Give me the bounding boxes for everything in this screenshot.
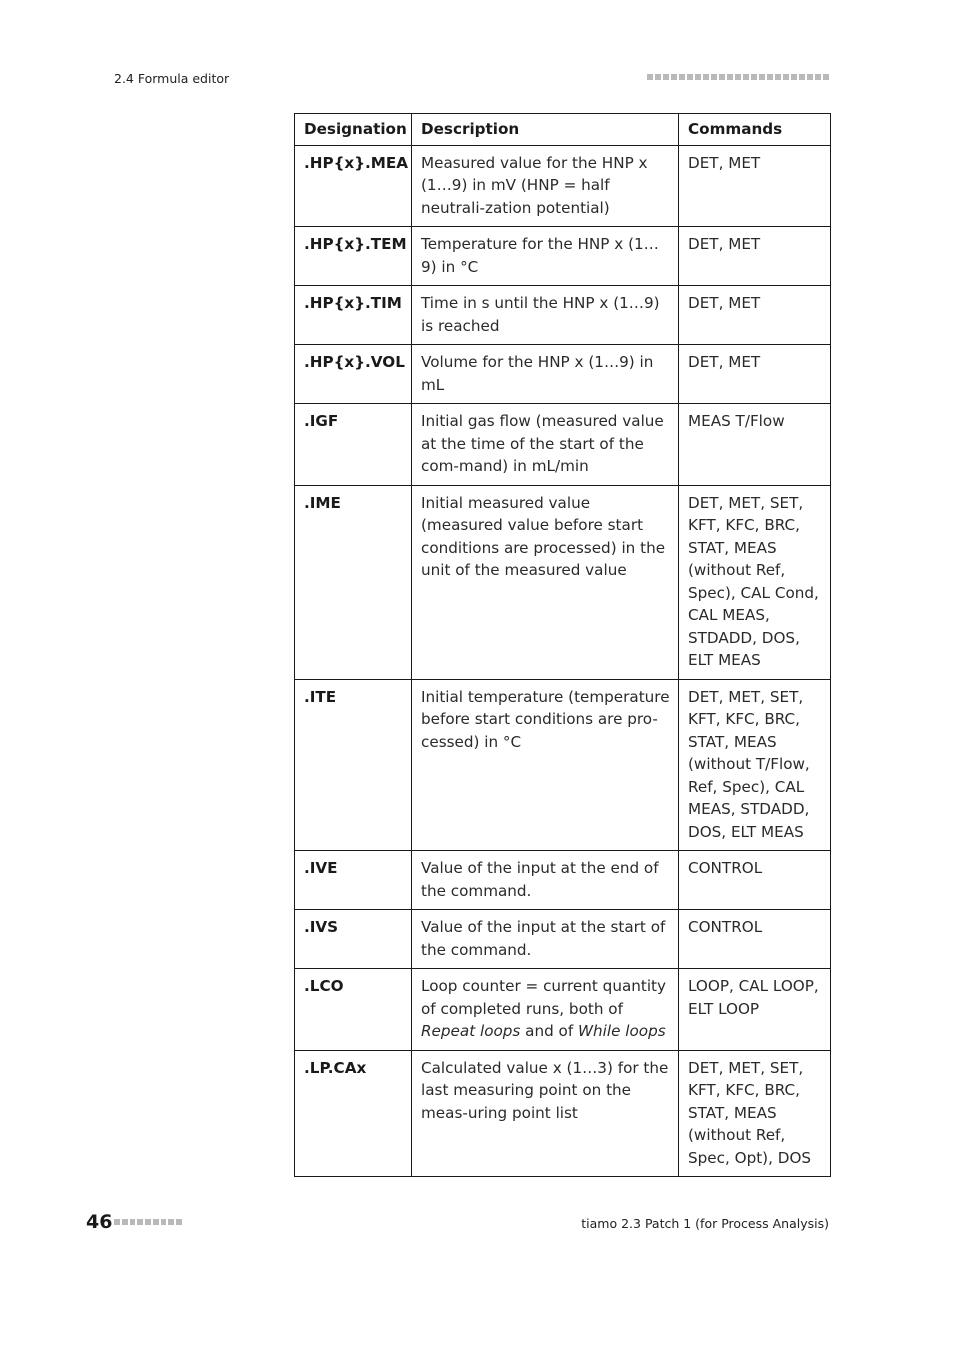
designation-cell: .IME [295, 485, 412, 679]
page-number: 46 [86, 1211, 113, 1233]
footer-product-name: tiamo 2.3 Patch 1 (for Process Analysis) [581, 1216, 829, 1231]
commands-cell: DET, MET [679, 345, 831, 404]
designation-cell: .HP{x}.VOL [295, 345, 412, 404]
commands-cell: DET, MET [679, 227, 831, 286]
description-cell: Initial gas flow (measured value at the time of the start of the com-mand) in mL/min [412, 404, 679, 486]
description-cell: Value of the input at the start of the command. [412, 910, 679, 969]
table-row [295, 1050, 831, 1177]
table-row [295, 851, 831, 910]
description-emphasis: Repeat loops [421, 1022, 521, 1040]
description-cell: Time in s until the HNP x (1…9) is reached [412, 286, 679, 345]
commands-cell: MEAS T/Flow [679, 404, 831, 486]
column-header: Designation [295, 114, 412, 146]
footer-decoration-dots [114, 1219, 182, 1227]
table-header-row [295, 114, 831, 146]
description-cell: Initial temperature (temperature before start conditions are pro-cessed) in °C [412, 679, 679, 851]
designation-cell: .HP{x}.MEA [295, 145, 412, 227]
header-decoration-dots [647, 74, 829, 82]
description-text: Loop counter = current quantity of completed runs, both of [421, 977, 666, 1018]
running-header-section: 2.4 Formula editor [114, 71, 230, 86]
table-row [295, 679, 831, 851]
table-row [295, 345, 831, 404]
table-row [295, 910, 831, 969]
description-cell: Value of the input at the end of the command. [412, 851, 679, 910]
description-cell: Volume for the HNP x (1…9) in mL [412, 345, 679, 404]
commands-cell: CONTROL [679, 910, 831, 969]
designation-cell: .IVS [295, 910, 412, 969]
table-row [295, 969, 831, 1051]
commands-cell: DET, MET, SET, KFT, KFC, BRC, STAT, MEAS (without T/Flow, Ref, Spec), CAL MEAS, STDADD, DOS, ELT MEAS [679, 679, 831, 851]
commands-cell: DET, MET [679, 145, 831, 227]
column-header: Description [412, 114, 679, 146]
table-row [295, 227, 831, 286]
designation-cell: .HP{x}.TEM [295, 227, 412, 286]
description-cell: Initial measured value (measured value before start conditions are processed) in the unit of the measured value [412, 485, 679, 679]
description-text: and of [520, 1022, 579, 1040]
table-row [295, 485, 831, 679]
designation-cell: .IGF [295, 404, 412, 486]
designation-cell: .ITE [295, 679, 412, 851]
commands-cell: DET, MET, SET, KFT, KFC, BRC, STAT, MEAS (without Ref, Spec), CAL Cond, CAL MEAS, STDADD, DOS, ELT MEAS [679, 485, 831, 679]
description-emphasis: While loops [578, 1022, 666, 1040]
column-header: Commands [679, 114, 831, 146]
commands-cell: DET, MET [679, 286, 831, 345]
designation-cell: .IVE [295, 851, 412, 910]
commands-cell: DET, MET, SET, KFT, KFC, BRC, STAT, MEAS (without Ref, Spec, Opt), DOS [679, 1050, 831, 1177]
variables-table [294, 113, 831, 1177]
table-row [295, 404, 831, 486]
description-cell: Calculated value x (1…3) for the last measuring point on the meas-uring point list [412, 1050, 679, 1177]
commands-cell: CONTROL [679, 851, 831, 910]
table-row [295, 145, 831, 227]
description-cell: Temperature for the HNP x (1…9) in °C [412, 227, 679, 286]
description-cell [412, 969, 679, 1051]
commands-cell: LOOP, CAL LOOP, ELT LOOP [679, 969, 831, 1051]
description-cell: Measured value for the HNP x (1…9) in mV (HNP = half neutrali-zation potential) [412, 145, 679, 227]
designation-cell: .LP.CAx [295, 1050, 412, 1177]
designation-cell: .LCO [295, 969, 412, 1051]
designation-cell: .HP{x}.TIM [295, 286, 412, 345]
table-row [295, 286, 831, 345]
